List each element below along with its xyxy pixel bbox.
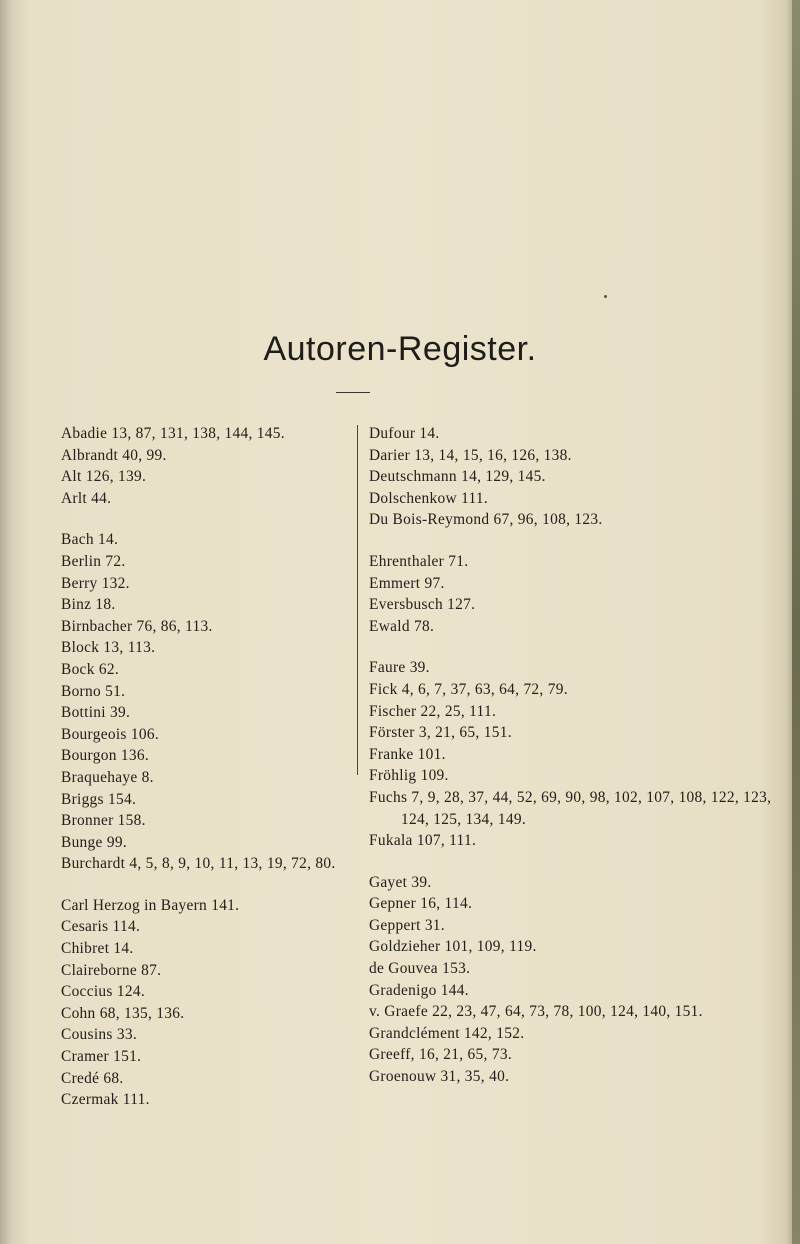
index-group-e — [369, 551, 779, 637]
index-entry: Borno 51. — [61, 682, 126, 700]
index-entry: Fukala 107, 111. — [369, 832, 477, 850]
index-entry: Goldzieher 101, 109, 119. — [369, 938, 537, 956]
page-title: Autoren-Register. — [263, 330, 537, 368]
index-entry: Briggs 154. — [61, 790, 137, 808]
index-entry: Dolschenkow 111. — [369, 489, 489, 507]
index-entry: Bourgon 136. — [61, 747, 149, 765]
index-entry: Cramer 151. — [61, 1048, 142, 1066]
index-entry: Chibret 14. — [61, 940, 134, 958]
index-entry: Groenouw 31, 35, 40. — [369, 1068, 510, 1086]
index-entry: Darier 13, 14, 15, 16, 126, 138. — [369, 446, 572, 464]
index-entry: Dufour 14. — [369, 425, 440, 442]
index-entry: Fuchs 7, 9, 28, 37, 44, 52, 69, 90, 98, 102, 107, 108, 122, 123, 124, 125, 134, 149. — [369, 788, 772, 828]
index-entry: Ehrenthaler 71. — [369, 552, 469, 570]
index-entry: Birnbacher 76, 86, 113. — [61, 617, 213, 635]
index-entry: Claireborne 87. — [61, 961, 162, 979]
index-entry: Coccius 124. — [61, 983, 145, 1001]
index-entry: Deutschmann 14, 129, 145. — [369, 468, 546, 486]
index-entry: Eversbusch 127. — [369, 596, 476, 614]
index-entry: Bock 62. — [61, 660, 119, 678]
index-entry: Bronner 158. — [61, 812, 146, 830]
index-entry: de Gouvea 153. — [369, 960, 471, 978]
index-entry: Gradenigo 144. — [369, 981, 469, 999]
column-divider — [357, 425, 358, 775]
index-entry: Bottini 39. — [61, 704, 131, 722]
index-entry: Ewald 78. — [369, 617, 435, 635]
index-entry: Braquehaye 8. — [61, 768, 154, 786]
index-entry: Albrandt 40, 99. — [61, 446, 167, 464]
index-group-c — [61, 895, 351, 1111]
page-edge-shadow — [792, 0, 800, 1244]
index-group-a — [61, 423, 351, 509]
index-entry: Fröhlig 109. — [369, 767, 449, 785]
index-entry: v. Graefe 22, 23, 47, 64, 73, 78, 100, 124, 140, 151. — [369, 1003, 703, 1021]
index-entry: Abadie 13, 87, 131, 138, 144, 145. — [61, 425, 285, 442]
index-group-b — [61, 529, 351, 875]
index-entry: Carl Herzog in Bayern 141. — [61, 896, 240, 914]
index-entry: Credé 68. — [61, 1069, 124, 1087]
index-entry: Greeff, 16, 21, 65, 73. — [369, 1046, 512, 1064]
index-entry: Bourgeois 106. — [61, 725, 159, 743]
left-column — [61, 423, 351, 1131]
index-entry: Förster 3, 21, 65, 151. — [369, 724, 512, 742]
index-group-g — [369, 872, 779, 1088]
index-entry: Berlin 72. — [61, 552, 126, 570]
index-entry: Bunge 99. — [61, 833, 127, 851]
index-entry: Alt 126, 139. — [61, 468, 147, 486]
index-entry: Burchardt 4, 5, 8, 9, 10, 11, 13, 19, 72, 80. — [61, 855, 336, 873]
index-entry: Fischer 22, 25, 111. — [369, 702, 497, 720]
index-entry: Faure 39. — [369, 659, 430, 677]
index-group-f — [369, 657, 779, 851]
index-entry: Fick 4, 6, 7, 37, 63, 64, 72, 79. — [369, 680, 568, 698]
index-entry: Binz 18. — [61, 596, 116, 614]
index-entry: Emmert 97. — [369, 574, 445, 592]
index-group-d — [369, 423, 779, 531]
index-entry: Geppert 31. — [369, 916, 445, 934]
index-entry: Bach 14. — [61, 531, 119, 549]
index-entry: Cousins 33. — [61, 1026, 137, 1044]
index-entry: Arlt 44. — [61, 489, 112, 507]
index-entry: Gayet 39. — [369, 873, 432, 891]
index-entry: Cesaris 114. — [61, 918, 141, 936]
ink-speck — [604, 295, 607, 298]
index-entry: Cohn 68, 135, 136. — [61, 1004, 185, 1022]
index-entry: Grandclément 142, 152. — [369, 1024, 525, 1042]
index-entry: Block 13, 113. — [61, 639, 156, 657]
index-entry: Du Bois-Reymond 67, 96, 108, 123. — [369, 511, 603, 529]
index-entry: Czermak 111. — [61, 1091, 150, 1109]
index-entry: Gepner 16, 114. — [369, 895, 473, 913]
title-rule — [336, 392, 370, 393]
index-entry: Franke 101. — [369, 745, 446, 763]
right-column — [369, 423, 779, 1108]
index-entry: Berry 132. — [61, 574, 130, 592]
